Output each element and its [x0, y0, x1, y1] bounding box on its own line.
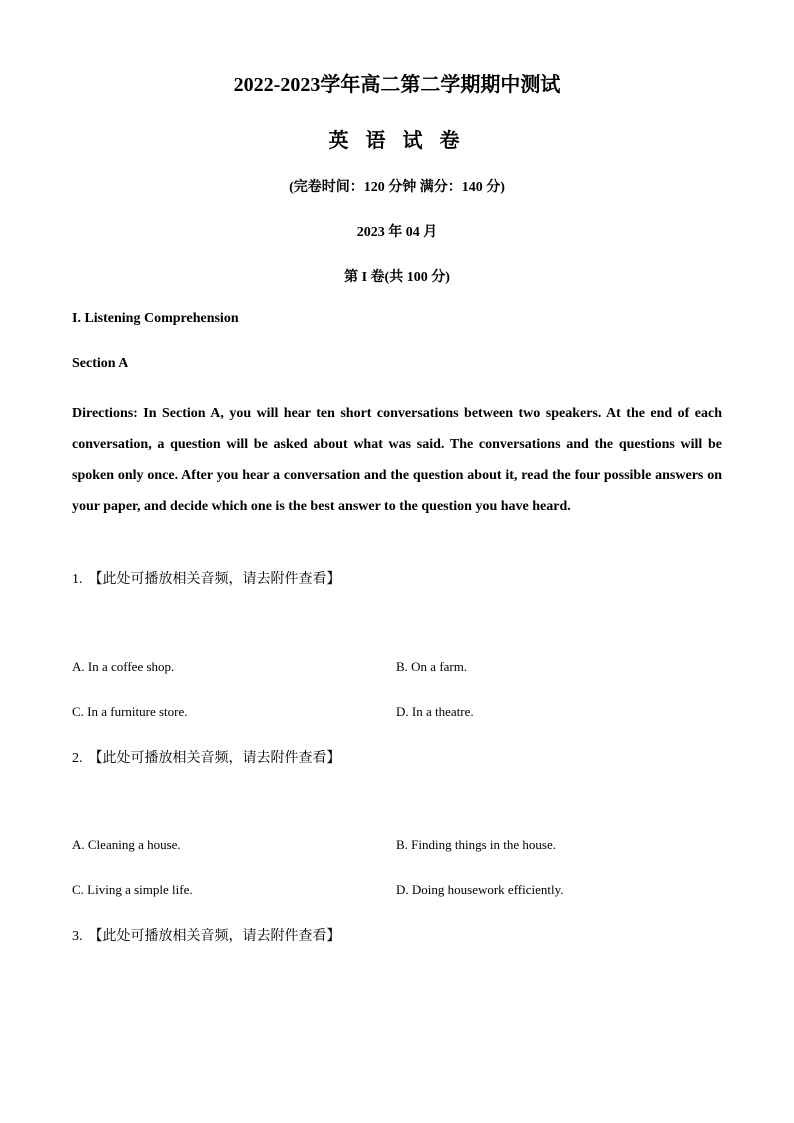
option-c: C. Living a simple life.	[72, 882, 193, 897]
option-b: B. On a farm.	[396, 659, 468, 674]
exam-time-score: (完卷时间：120 分钟 满分：140 分)	[289, 180, 505, 195]
option-a: A. Cleaning a house.	[72, 837, 181, 852]
exam-subtitle: 英 语 试 卷	[328, 130, 466, 152]
option-d: D. Doing housework efficiently.	[396, 882, 564, 897]
audio-placeholder: 【此处可播放相关音频，请去附件查看】	[88, 928, 341, 944]
question-3	[72, 925, 341, 945]
question-number: 3.	[72, 929, 83, 944]
question-number: 1.	[72, 572, 83, 587]
exam-date: 2023 年 04 月	[356, 225, 438, 240]
exam-title: 2022-2023学年高二第二学期期中测试	[233, 74, 561, 96]
part-heading: I. Listening Comprehension	[72, 311, 239, 326]
option-b: B. Finding things in the house.	[396, 837, 556, 852]
audio-placeholder: 【此处可播放相关音频，请去附件查看】	[88, 750, 341, 766]
question-1	[72, 568, 341, 588]
option-c: C. In a furniture store.	[72, 704, 188, 719]
section-heading: Section A	[72, 356, 129, 371]
audio-placeholder: 【此处可播放相关音频，请去附件查看】	[88, 571, 341, 587]
option-a: A. In a coffee shop.	[72, 659, 175, 674]
volume-heading: 第 I 卷(共 100 分)	[344, 270, 450, 285]
question-number: 2.	[72, 751, 83, 766]
option-d: D. In a theatre.	[396, 704, 474, 719]
question-2	[72, 747, 341, 767]
directions-paragraph: Directions: In Section A, you will hear ten short conversations between two speakers. At the end of each conversation, a question will be asked about what was said. The conversations and the questions will be spoken only once. After you hear a conversation and the question about it, read the four possible answers on your paper, and decide which one is the best answer to the question you have heard.	[72, 406, 722, 514]
